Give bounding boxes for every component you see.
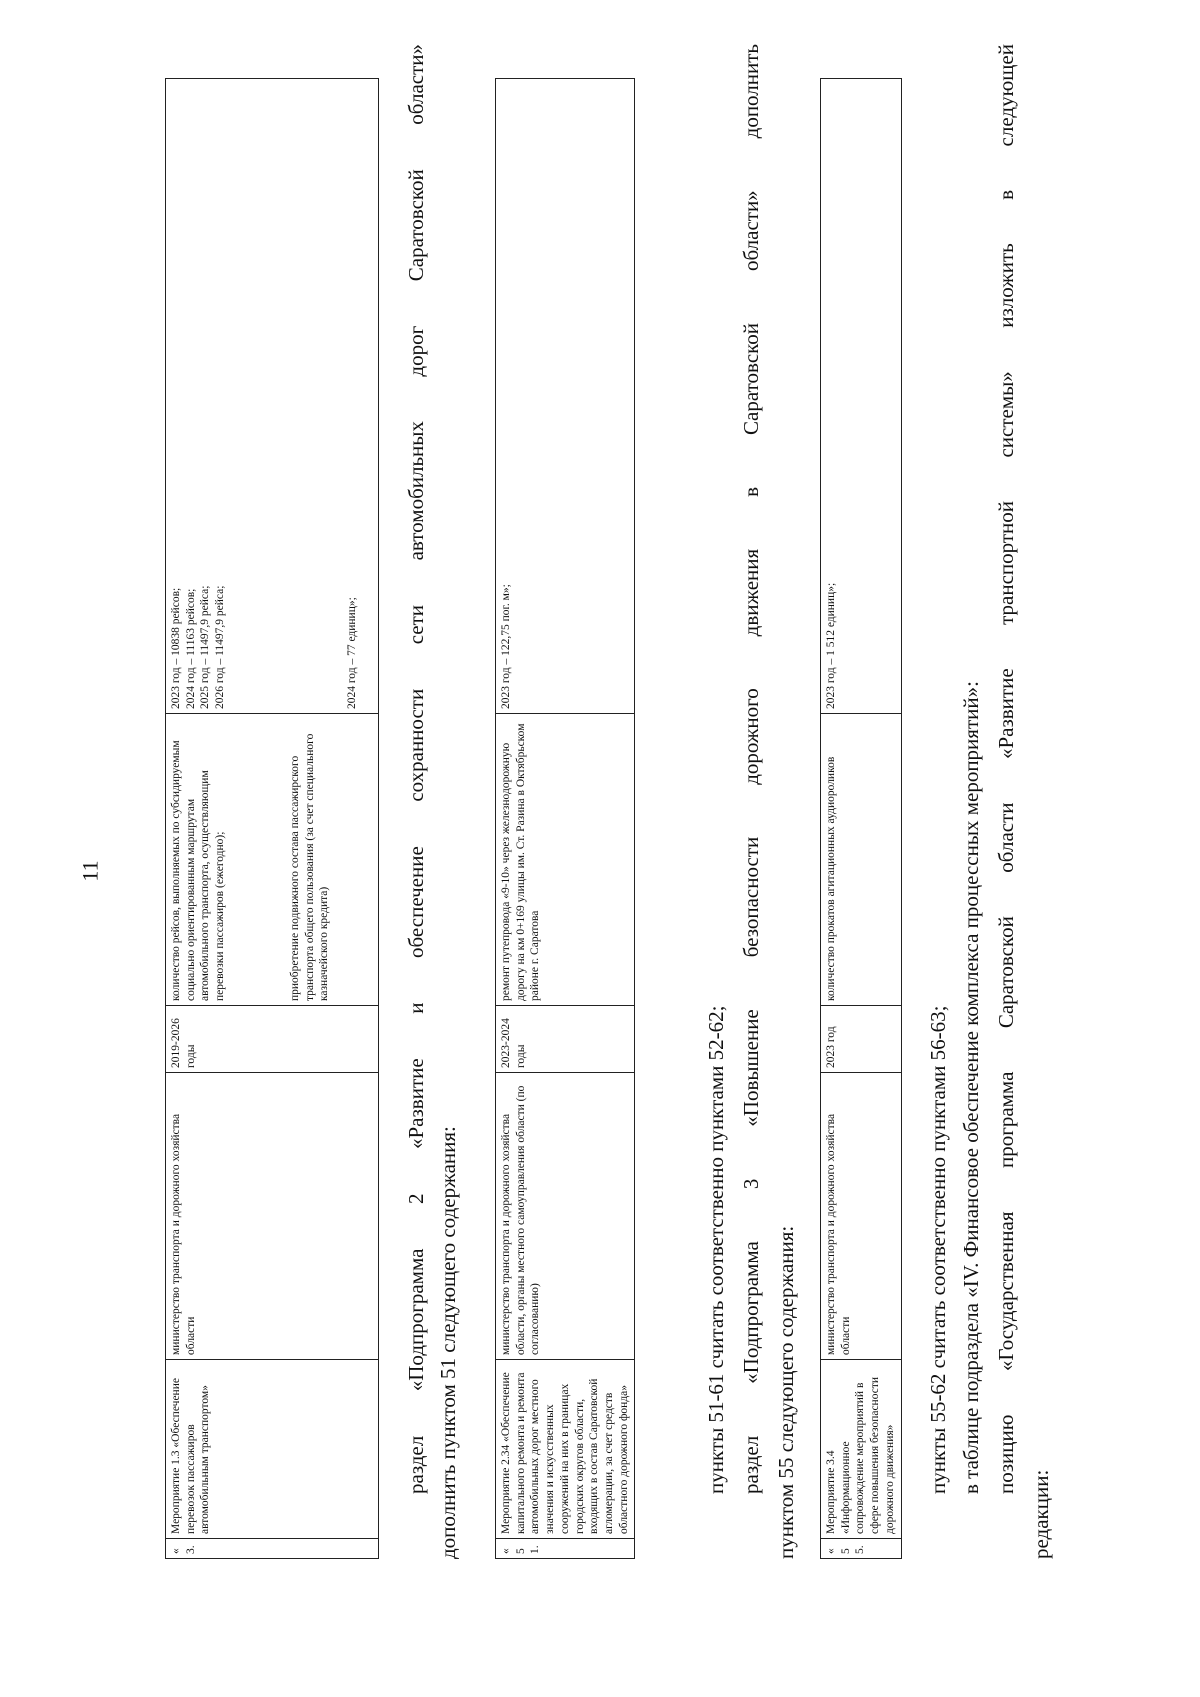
row-number: «55. [821, 1539, 902, 1559]
paragraph-line: в таблице подраздела «IV. Финансовое обеспечение комплекса процессных мероприятий»: [959, 681, 983, 1494]
indicator-cell: количество прокатов агитационных аудиороликов [821, 714, 902, 1006]
measure-cell: Мероприятие 2.34 «Обеспечение капитального ремонта и ремонта автомобильных дорог местного значения и искусственных сооружений на них в границах городских округов области, входящих в состав Саратовской агломерации, за счет средств областного дорожного фонда» [496, 1360, 635, 1539]
value-line: 2023 год – 10838 рейсов; [170, 587, 182, 709]
paragraph-line: раздел «Подпрограмма 3 «Повышение безопасности дорожного движения в Саратовской области» дополнить [739, 44, 763, 1494]
paragraph-line: раздел «Подпрограмма 2 «Развитие и обеспечение сохранности сети автомобильных дорог Саратовской области» [404, 44, 428, 1494]
indicator-text: приобретение подвижного состава пассажирского транспорта общего пользования (за счет специального казначейского кредита) [288, 733, 331, 1001]
table-subprogram-1 [165, 78, 379, 1559]
indicator-cell: ремонт путепровода «9-10» через железнодорожную дорогу на км 0+169 улицы им. Ст. Разина в Октябрьском районе г. Саратова [496, 714, 635, 1006]
value-line: 2024 год – 77 единиц»; [345, 597, 358, 709]
table-row [166, 79, 379, 1559]
value-cell [166, 79, 379, 714]
row-number: «3. [166, 1539, 379, 1559]
value-line: 2024 год – 11163 рейсов; [184, 588, 197, 709]
executor-cell: министерство транспорта и дорожного хозяйства области [821, 1073, 902, 1360]
page-number: 11 [77, 860, 103, 882]
measure-cell: Мероприятие 3.4 «Информационное сопровождение мероприятий в сфере повышения безопасности дорожного движения» [821, 1360, 902, 1539]
paragraph-line: пунктом 55 следующего содержания: [774, 1225, 798, 1559]
paragraph-line: пункты 55-62 считать соответственно пунктами 56-63; [926, 1005, 950, 1494]
paragraph-line: дополнить пунктом 51 следующего содержания: [436, 1126, 460, 1559]
table-subprogram-2 [495, 78, 635, 1559]
executor-cell: министерство транспорта и дорожного хозяйства области [166, 1073, 379, 1360]
row-number: «51. [496, 1539, 635, 1559]
executor-cell: министерство транспорта и дорожного хозяйства области, органы местного самоуправления области (по согласованию) [496, 1073, 635, 1360]
value-cell: 2023 год – 1 512 единиц»; [821, 79, 902, 714]
period-cell: 2019-2026 годы [166, 1006, 379, 1073]
period-cell: 2023 год [821, 1006, 902, 1073]
value-line: 2025 год – 11497,9 рейса; [199, 585, 212, 709]
value-cell: 2023 год – 122,75 пог. м»; [496, 79, 635, 714]
value-list [166, 79, 231, 713]
paragraph-line: позицию «Государственная программа Саратовской области «Развитие транспортной системы» изложить в следующей [994, 44, 1018, 1494]
period-cell: 2023-2024 годы [496, 1006, 635, 1073]
table-subprogram-3 [820, 78, 902, 1559]
indicator-text: количество рейсов, выполняемых по субсидируемым социально ориентированным маршрутам автомобильного транспорта, осуществляющим перевозки пассажиров (ежегодно); [170, 740, 227, 1001]
measure-cell: Мероприятие 1.3 «Обеспечение перевозок пассажиров автомобильным транспортом» [166, 1360, 379, 1539]
indicator-cell [166, 714, 379, 1006]
paragraph-line: редакции: [1029, 1469, 1053, 1559]
table-row [496, 79, 635, 1559]
value-line: 2026 год – 11497,9 рейса; [214, 585, 227, 709]
paragraph-line: пункты 51-61 считать соответственно пунктами 52-62; [704, 1005, 728, 1494]
table-row [821, 79, 902, 1559]
